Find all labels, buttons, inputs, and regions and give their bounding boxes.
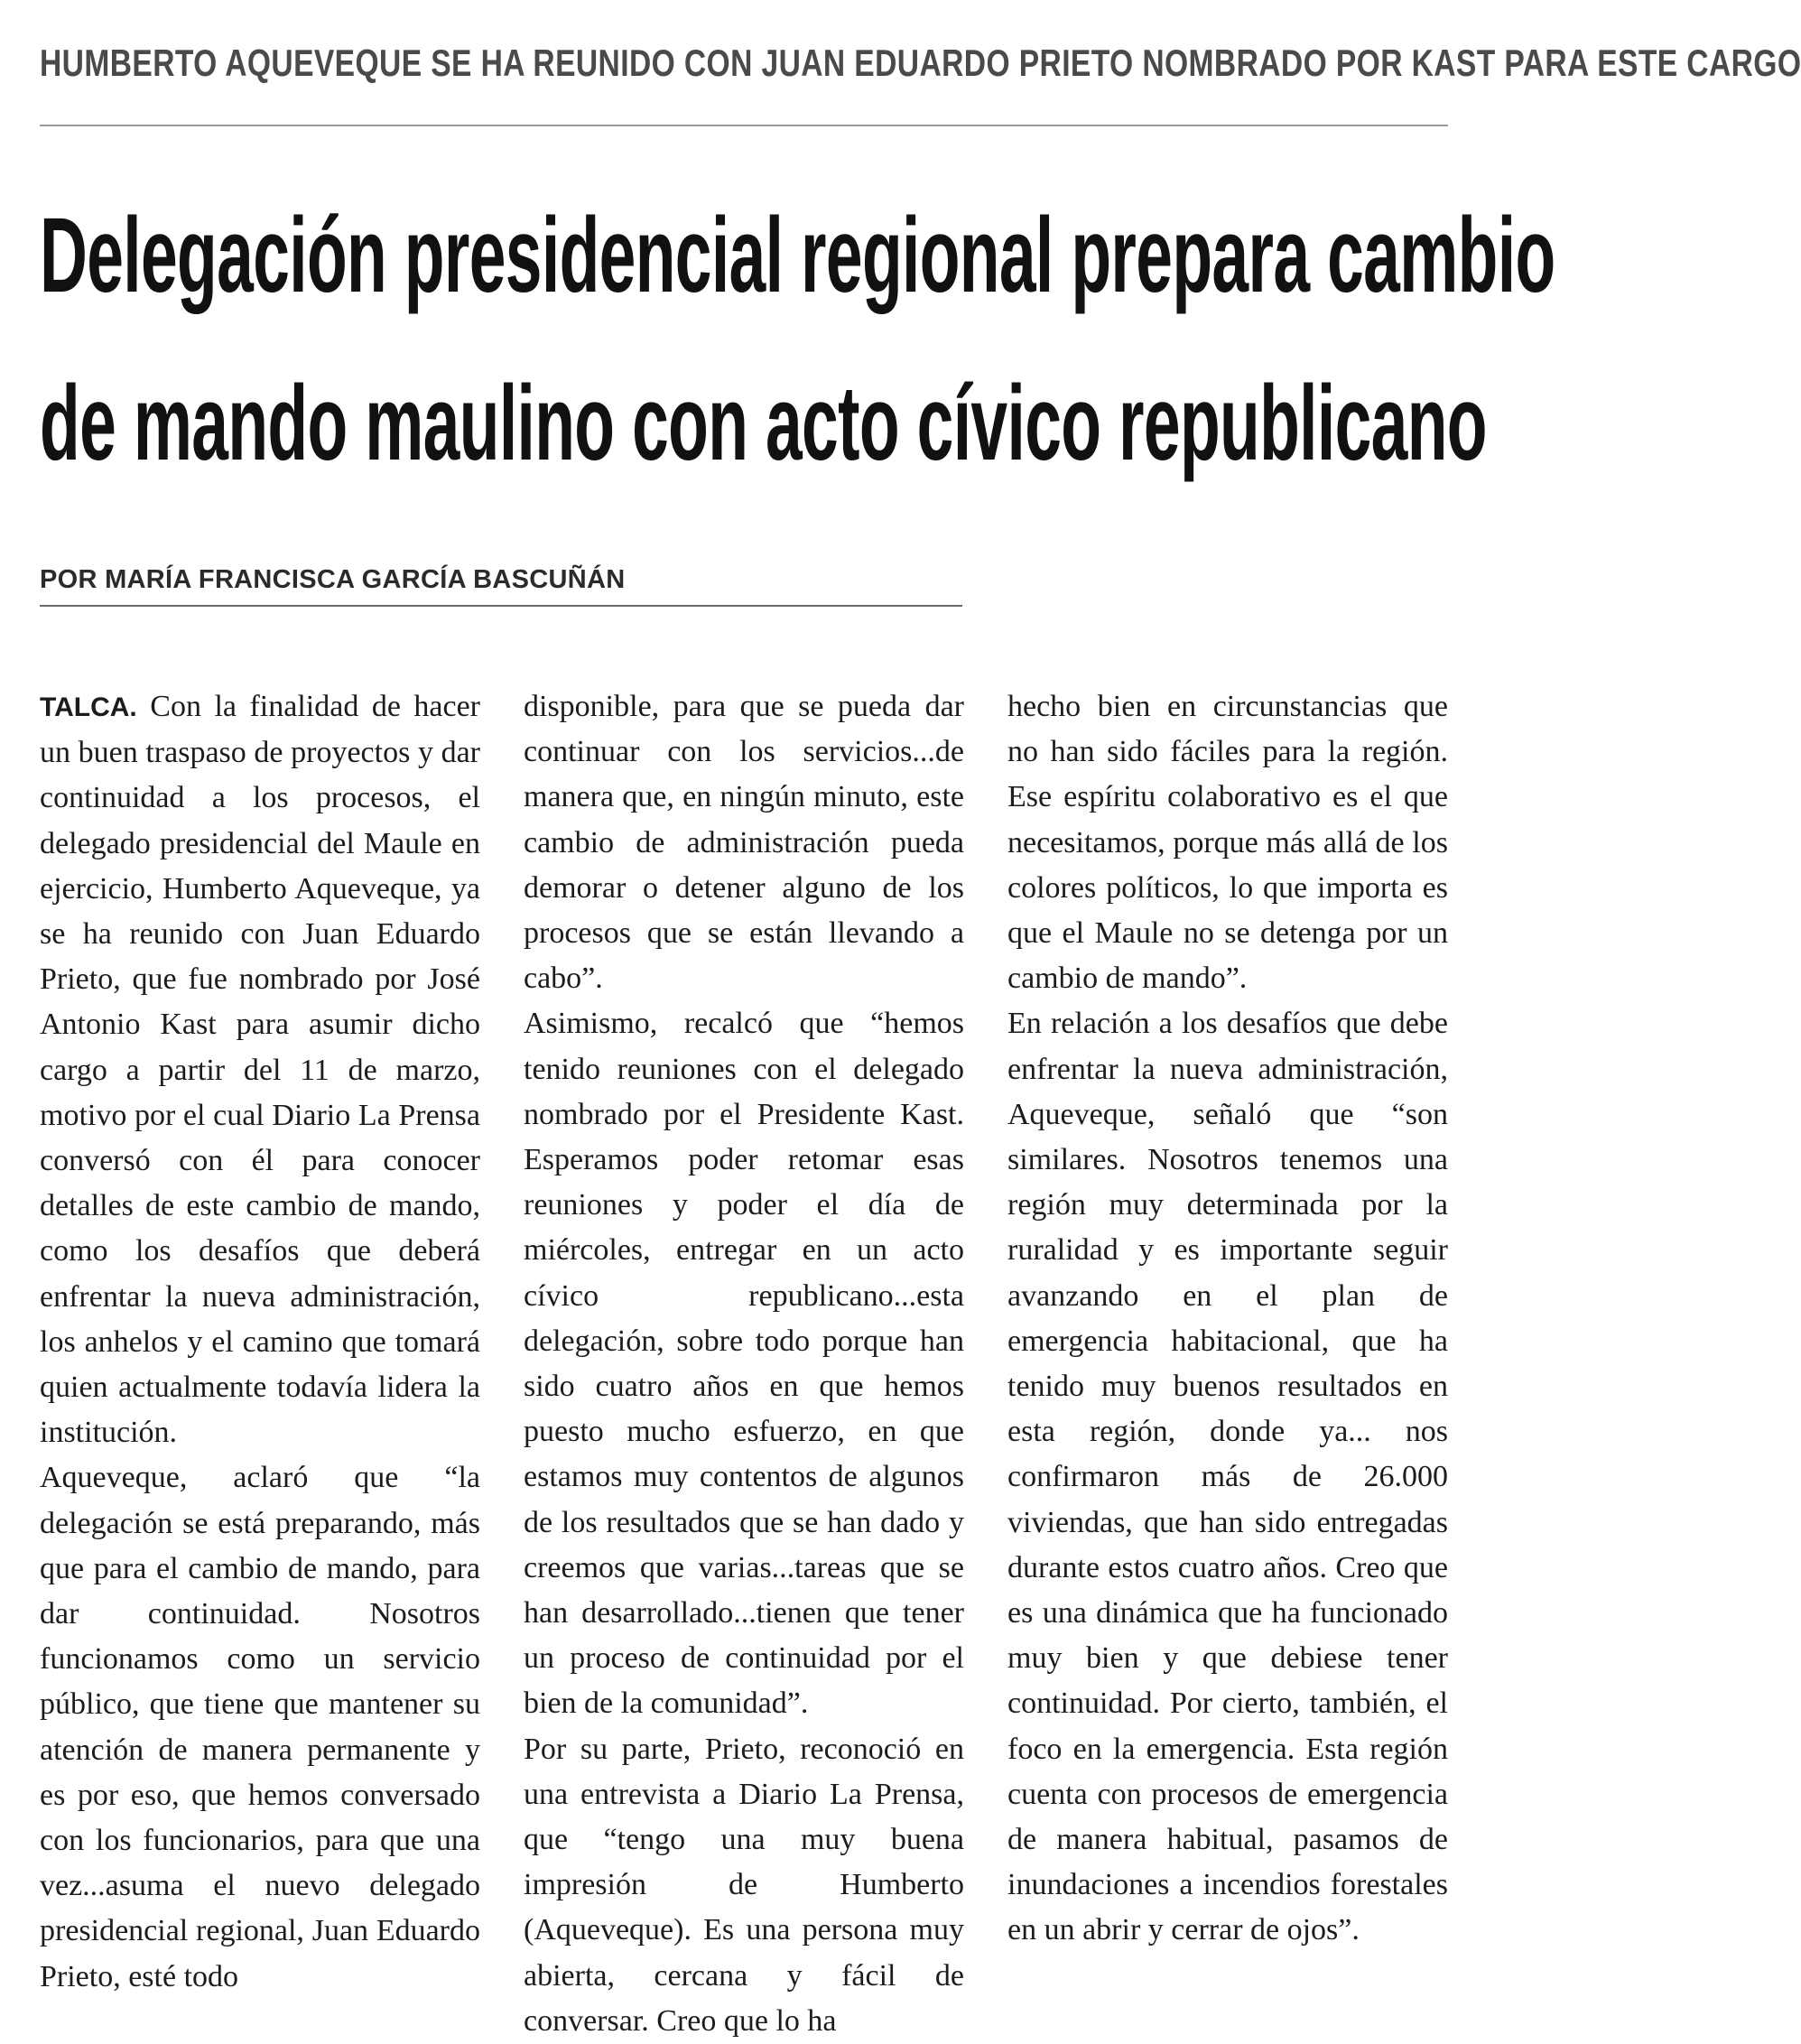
body-paragraph: disponible, para que se pueda dar continuar con los servicios...de manera que, en ningún minuto, este cambio de administración pueda demorar o detener alguno de los procesos que se están llevando a cabo”. [524, 690, 964, 996]
article-byline: POR MARÍA FRANCISCA GARCÍA BASCUÑÁN [40, 565, 626, 594]
kicker-divider [40, 125, 1448, 126]
dateline: TALCA. [40, 692, 137, 722]
body-paragraph: Asimismo, recalcó que “hemos tenido reuniones con el delegado nombrado por el Presidente Kast. Esperamos poder retomar esas reuniones y poder el día de miércoles, entregar en un acto cívico republicano...esta delegación, sobre todo porque han sido cuatro años en que hemos puesto mucho esfuerzo, en que estamos muy contentos de algunos de los resultados que se han dado y creemos que varias...tareas que se han desarrollado...tienen que tener un proceso de continuidad por el bien de la comunidad”. [524, 1007, 964, 1721]
body-paragraph: Aqueveque, aclaró que “la delegación se está preparando, más que para el cambio de mando, para dar continuidad. Nosotros funcionamos como un servicio público, que tiene que mantener su atención de manera permanente y es por eso, que hemos conversado con los funcionarios, para que una vez...asuma el nuevo delegado presidencial regional, Juan Eduardo Prieto, esté todo [40, 1461, 480, 1993]
byline-divider [40, 605, 962, 607]
article-body [40, 684, 1448, 2038]
body-paragraph [40, 684, 480, 1455]
body-column-1 [40, 684, 480, 2000]
article-headline [40, 172, 1555, 507]
body-column-2 [524, 684, 964, 2044]
body-paragraph: En relación a los desafíos que debe enfrentar la nueva administración, Aqueveque, señaló que “son similares. Nosotros tenemos una región muy determinada por la ruralidad y es importante seguir avanzando en el plan de emergencia habitacional, que ha tenido muy buenos resultados en esta región, donde ya... nos confirmaron más de 26.000 viviendas, que han sido entregadas durante estos cuatro años. Creo que es una dinámica que ha funcionado muy bien y que debiese tener continuidad. Por cierto, también, el foco en la emergencia. Esta región cuenta con procesos de emergencia de manera habitual, pasamos de inundaciones a incendios forestales en un abrir y cerrar de ojos”. [1007, 1007, 1448, 1947]
headline-line-2: de mando maulino con acto cívico republicano [40, 364, 1487, 483]
paragraph-text: Con la finalidad de hacer un buen traspaso de proyectos y dar continuidad a los procesos, el delegado presidencial del Maule en ejercicio, Humberto Aqueveque, ya se ha reunido con Juan Eduardo Prieto, que fue nombrado por José Antonio Kast para asumir dicho cargo a partir del 11 de marzo, motivo por el cual Diario La Prensa conversó con él para conocer detalles de este cambio de mando, como los desafíos que deberá enfrentar la nueva administración, los anhelos y el camino que tomará quien actualmente todavía lidera la institución. [40, 690, 480, 1450]
headline-line-1: Delegación presidencial regional prepara cambio [40, 196, 1555, 315]
body-paragraph: Por su parte, Prieto, reconoció en una entrevista a Diario La Prensa, que “tengo una muy buena impresión de Humberto (Aqueveque). Es una persona muy abierta, cercana y fácil de conversar. Creo que lo ha [524, 1732, 964, 2038]
body-column-3 [1007, 684, 1448, 1954]
article-kicker: HUMBERTO AQUEVEQUE SE HA REUNIDO CON JUAN EDUARDO PRIETO NOMBRADO POR KAST PARA ESTE CARGO [40, 42, 1801, 84]
body-paragraph: hecho bien en circunstancias que no han sido fáciles para la región. Ese espíritu colaborativo es el que necesitamos, porque más allá de los colores políticos, lo que importa es que el Maule no se detenga por un cambio de mando”. [1007, 690, 1448, 996]
